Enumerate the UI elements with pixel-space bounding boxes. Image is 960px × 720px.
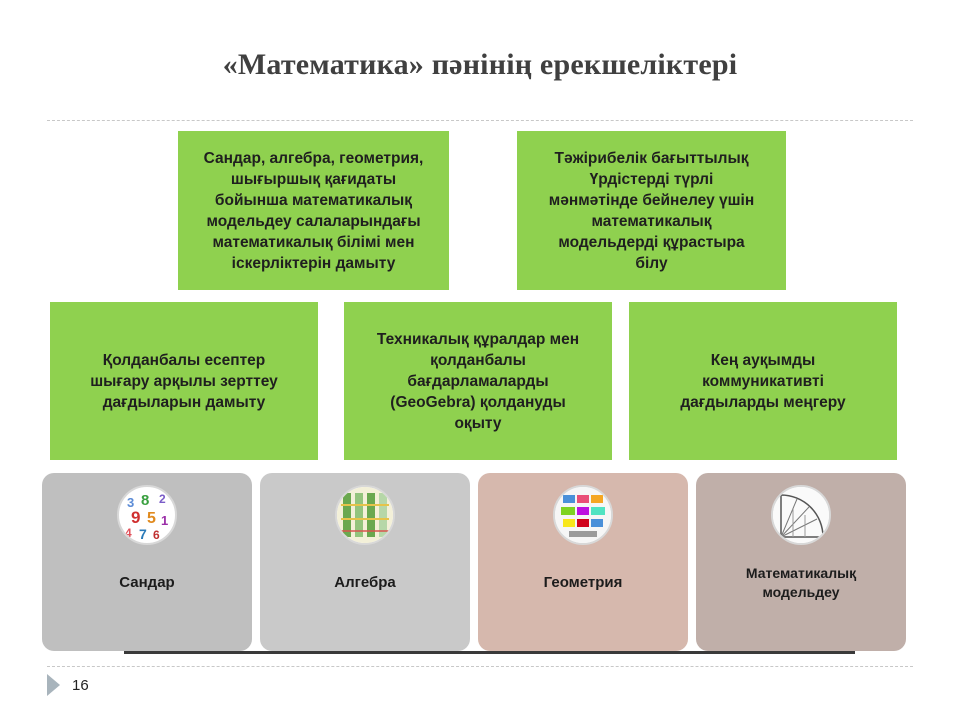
box-line: білу	[635, 254, 668, 272]
box-line: дағдыларын дамыту	[102, 393, 266, 411]
box-line: Кең ауқымды	[710, 351, 816, 369]
page-number: 16	[72, 677, 89, 694]
box-line: қолданбалы	[430, 351, 526, 369]
box-line: шығыршық қағидаты	[230, 170, 397, 188]
box-line: шығару арқылы зерттеу	[90, 372, 278, 390]
card-label-line: Математикалық	[745, 565, 857, 581]
top-box-2	[517, 131, 786, 290]
card-label: Сандар	[119, 574, 175, 591]
slide-marker-icon	[47, 674, 60, 696]
svg-text:3: 3	[127, 495, 135, 510]
card-math-modeling	[696, 473, 906, 651]
svg-text:4: 4	[125, 526, 132, 540]
middle-box-3	[629, 302, 897, 460]
bottom-bar	[124, 651, 855, 654]
svg-text:8: 8	[141, 492, 150, 509]
math-modeling-icon	[771, 485, 831, 545]
algebra-icon	[335, 485, 395, 545]
box-line: Тәжірибелік бағыттылық	[554, 149, 749, 167]
svg-text:5: 5	[147, 510, 156, 527]
box-line: модельдеу салаларындағы	[206, 212, 421, 230]
box-line: Техникалық құралдар мен	[376, 330, 580, 348]
card-label	[696, 564, 906, 602]
svg-text:7: 7	[139, 526, 147, 542]
page-title: «Математика» пәнінің ерекшеліктері	[222, 48, 738, 81]
box-line: Сандар, алгебра, геометрия,	[203, 149, 424, 167]
numbers-icon	[117, 485, 177, 545]
box-line: математикалық	[591, 212, 712, 230]
card-label-line: модельдеу	[762, 584, 840, 600]
box-line: Қолданбалы есептер	[102, 351, 266, 369]
card-numbers	[42, 473, 252, 651]
middle-box-2	[344, 302, 612, 460]
box-line: дағдыларды меңгеру	[680, 393, 846, 411]
svg-text:6: 6	[153, 528, 160, 542]
svg-text:9: 9	[131, 508, 141, 527]
box-line: (GeoGebra) қолдануды	[390, 393, 566, 411]
box-line: оқыту	[454, 414, 502, 432]
box-line: бойынша математикалық	[214, 191, 413, 209]
box-line: мәнмәтінде бейнелеу үшін	[548, 191, 755, 209]
top-box-1	[178, 131, 449, 290]
box-line: модельдерді құрастыра	[558, 233, 745, 251]
top-divider	[47, 120, 913, 121]
box-line: іскерліктерін дамыту	[231, 254, 396, 272]
box-line: математикалық білімі мен	[212, 233, 415, 251]
middle-box-1	[50, 302, 318, 460]
svg-text:2: 2	[159, 492, 166, 506]
card-algebra	[260, 473, 470, 651]
geometry-icon	[553, 485, 613, 545]
card-label: Геометрия	[543, 574, 623, 591]
box-line: Үрдістерді түрлі	[589, 170, 714, 188]
bottom-divider	[47, 666, 913, 667]
card-label: Алгебра	[334, 574, 396, 591]
box-line: бағдарламаларды	[407, 372, 549, 390]
card-geometry	[478, 473, 688, 651]
box-line: коммуникативті	[702, 372, 824, 390]
svg-text:1: 1	[161, 513, 169, 528]
